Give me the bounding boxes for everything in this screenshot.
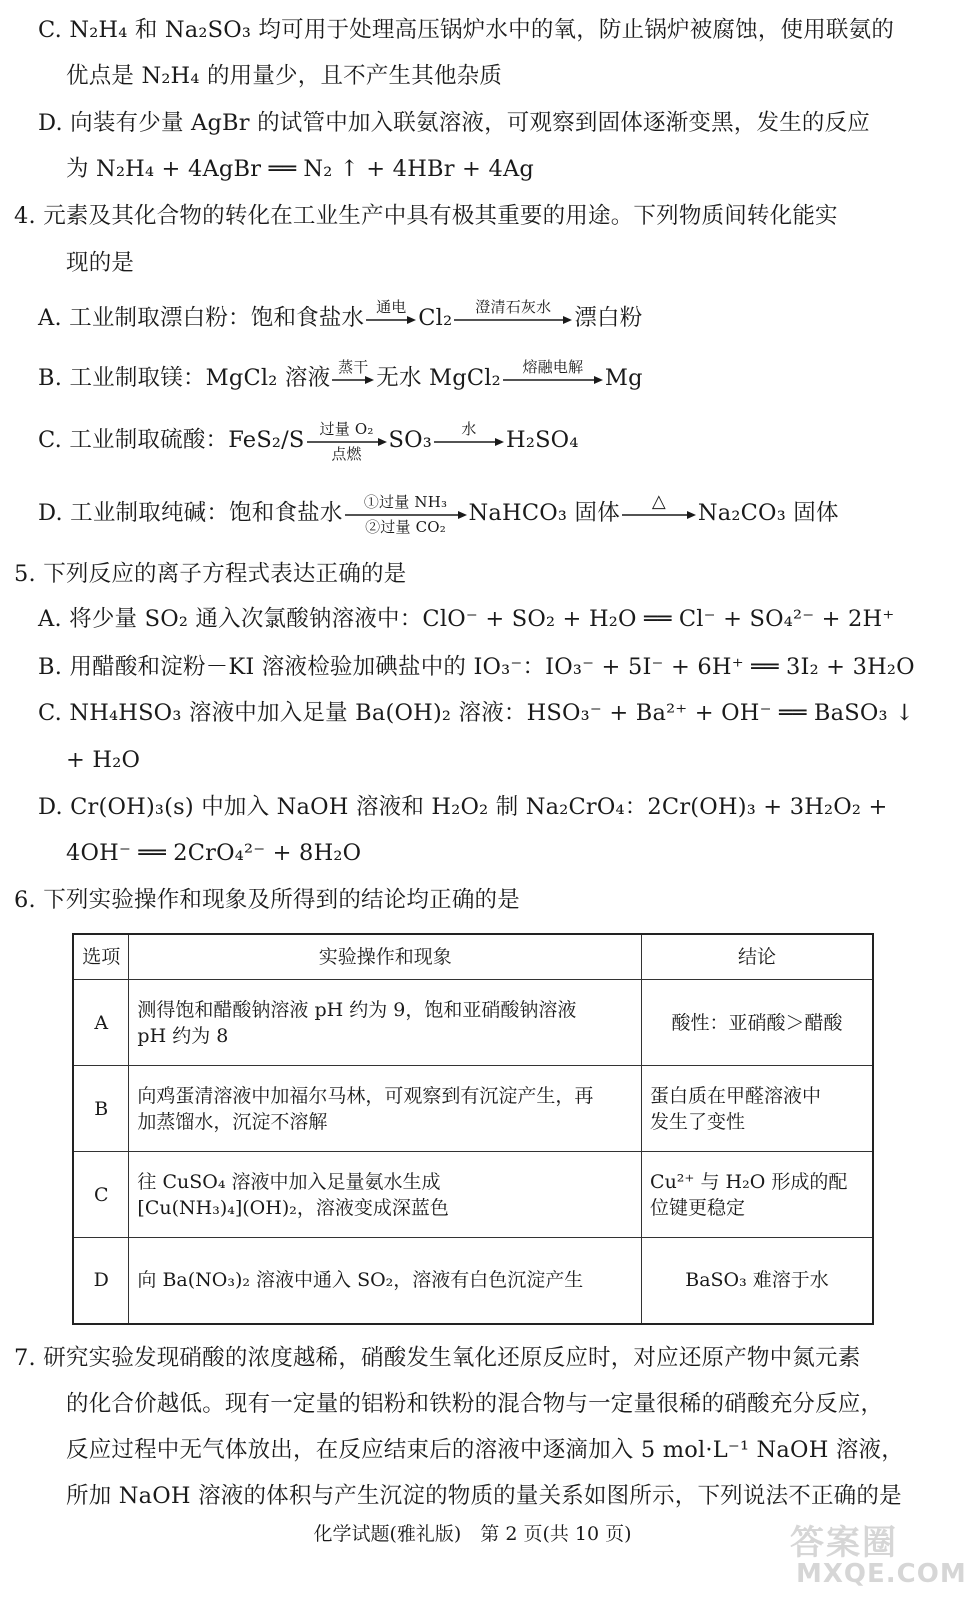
q5-option-c-line1: C. NH₄HSO₃ 溶液中加入足量 Ba(OH)₂ 溶液：HSO₃⁻ + Ba²⁺ + OH⁻ ══ BaSO₃ ↓	[38, 700, 915, 726]
reaction-arrow	[366, 299, 416, 339]
row-operation	[129, 1066, 642, 1152]
watermark-text: 答案圈	[790, 1523, 898, 1563]
q7-line4: 所加 NaOH 溶液的体积与产生沉淀的物质的量关系如图所示，下列说法不正确的是	[66, 1483, 902, 1509]
q5-option-a: A. 将少量 SO₂ 通入次氯酸钠溶液中：ClO⁻ + SO₂ + H₂O ══ Cl⁻ + SO₄²⁻ + 2H⁺	[38, 606, 895, 632]
reaction-arrow	[454, 299, 572, 339]
cell-line: BaSO₃ 难溶于水	[685, 1269, 829, 1292]
q4-a-prefix: A. 工业制取漂白粉：饱和食盐水	[38, 305, 365, 331]
row-conclusion	[642, 1238, 873, 1324]
cell-line: 加蒸馏水，沉淀不溶解	[137, 1110, 328, 1133]
q5-stem: 5. 下列反应的离子方程式表达正确的是	[14, 561, 407, 587]
q4-d-prefix: D. 工业制取纯碱：饱和食盐水	[38, 500, 343, 526]
row-operation	[129, 1238, 642, 1324]
q4-stem-line1: 4. 元素及其化合物的转化在工业生产中具有极其重要的用途。下列物质间转化能实	[14, 203, 838, 229]
cell-line: 位键更稳定	[650, 1196, 746, 1219]
arrow-condition: 蒸干	[338, 358, 369, 376]
reaction-arrow	[503, 359, 603, 399]
cell-line: 向鸡蛋清溶液中加福尔马林，可观察到有沉淀产生，再	[137, 1084, 594, 1107]
cell-line: 蛋白质在甲醛溶液中	[650, 1084, 822, 1107]
cell-line: pH 约为 8	[137, 1024, 229, 1047]
row-option: C	[73, 1152, 129, 1238]
q3-option-c-line1: C. N₂H₄ 和 Na₂SO₃ 均可用于处理高压锅炉水中的氧，防止锅炉被腐蚀，使用联氨的	[38, 17, 895, 43]
arrow-condition: 过量 O₂	[319, 420, 374, 438]
q3-option-d-line1: D. 向装有少量 AgBr 的试管中加入联氨溶液，可观察到固体逐渐变黑，发生的反应	[38, 110, 870, 136]
q7-line2: 的化合价越低。现有一定量的铝粉和铁粉的混合物与一定量很稀的硝酸充分反应，	[66, 1391, 884, 1417]
watermark-logo	[790, 1515, 967, 1595]
q4-option-d	[38, 493, 839, 534]
q4-c-mid: SO₃	[388, 427, 433, 453]
q5-option-d-line1: D. Cr(OH)₃(s) 中加入 NaOH 溶液和 H₂O₂ 制 Na₂CrO₄：2Cr(OH)₃ + 3H₂O₂ +	[38, 794, 888, 820]
reaction-arrow	[622, 491, 696, 534]
reaction-arrow	[434, 421, 504, 461]
heat-symbol: △	[651, 491, 666, 512]
q5-option-d-line2: 4OH⁻ ══ 2CrO₄²⁻ + 8H₂O	[66, 840, 362, 866]
row-conclusion	[642, 980, 873, 1066]
q6-stem: 6. 下列实验操作和现象及所得到的结论均正确的是	[14, 887, 520, 913]
q4-a-mid: Cl₂	[418, 305, 453, 331]
q4-d-end: Na₂CO₃ 固体	[697, 500, 839, 526]
row-option: A	[73, 980, 129, 1066]
q4-d-mid: NaHCO₃ 固体	[468, 500, 620, 526]
arrow-condition: 熔融电解	[522, 358, 584, 376]
watermark-url: MXQE.COM	[796, 1559, 967, 1589]
reaction-arrow	[307, 421, 387, 461]
table-row	[73, 1066, 873, 1152]
reaction-arrow	[345, 494, 467, 534]
arrow-condition: 澄清石灰水	[475, 298, 552, 316]
header-operation: 实验操作和现象	[129, 934, 642, 980]
cell-line: [Cu(NH₃)₄](OH)₂，溶液变成深蓝色	[137, 1196, 449, 1219]
q7-line3: 反应过程中无气体放出，在反应结束后的溶液中逐滴加入 5 mol·L⁻¹ NaOH 溶液，	[66, 1437, 904, 1463]
q4-stem-line2: 现的是	[66, 250, 135, 276]
q6-table	[72, 933, 874, 1325]
q4-a-end: 漂白粉	[574, 305, 643, 331]
q4-option-a	[38, 298, 642, 339]
header-conclusion: 结论	[642, 934, 873, 980]
table-row	[73, 1238, 873, 1324]
q4-b-end: Mg	[604, 365, 643, 391]
q3-option-c-line2: 优点是 N₂H₄ 的用量少，且不产生其他杂质	[66, 63, 503, 89]
page-footer: 化学试题(雅礼版) 第 2 页(共 10 页)	[313, 1523, 632, 1545]
row-option: D	[73, 1238, 129, 1324]
cell-line: 测得饱和醋酸钠溶液 pH 约为 9，饱和亚硝酸钠溶液	[137, 998, 577, 1021]
q4-b-mid: 无水 MgCl₂	[376, 365, 501, 391]
arrow-condition: 点燃	[331, 445, 362, 463]
q4-option-c	[38, 420, 579, 461]
q5-option-b: B. 用醋酸和淀粉－KI 溶液检验加碘盐中的 IO₃⁻：IO₃⁻ + 5I⁻ + 6H⁺ ══ 3I₂ + 3H₂O	[38, 654, 915, 680]
q4-option-b	[38, 358, 643, 399]
row-operation	[129, 980, 642, 1066]
q4-b-prefix: B. 工业制取镁：MgCl₂ 溶液	[38, 365, 331, 391]
reaction-arrow	[332, 359, 374, 399]
row-option: B	[73, 1066, 129, 1152]
q4-c-end: H₂SO₄	[506, 427, 579, 453]
row-operation	[129, 1152, 642, 1238]
cell-line: 往 CuSO₄ 溶液中加入足量氨水生成	[137, 1170, 441, 1193]
table-row	[73, 980, 873, 1066]
cell-line: 酸性：亚硝酸＞醋酸	[671, 1011, 843, 1034]
header-option: 选项	[73, 934, 129, 980]
arrow-condition: 通电	[376, 298, 407, 316]
arrow-condition: ②过量 CO₂	[365, 518, 447, 536]
cell-line: Cu²⁺ 与 H₂O 形成的配	[650, 1170, 848, 1193]
q3-option-d-line2: 为 N₂H₄ + 4AgBr ══ N₂ ↑ + 4HBr + 4Ag	[66, 156, 535, 182]
row-conclusion	[642, 1066, 873, 1152]
q4-c-prefix: C. 工业制取硫酸：FeS₂/S	[38, 427, 305, 453]
arrow-condition: 水	[461, 420, 477, 438]
cell-line: 发生了变性	[650, 1110, 746, 1133]
arrow-condition: ①过量 NH₃	[363, 493, 448, 511]
table-row	[73, 1152, 873, 1238]
cell-line: 向 Ba(NO₃)₂ 溶液中通入 SO₂，溶液有白色沉淀产生	[137, 1269, 584, 1292]
q7-line1: 7. 研究实验发现硝酸的浓度越稀，硝酸发生氧化还原反应时，对应还原产物中氮元素	[14, 1345, 861, 1371]
q5-option-c-line2: + H₂O	[66, 747, 141, 773]
table-header-row	[73, 934, 873, 980]
row-conclusion	[642, 1152, 873, 1238]
